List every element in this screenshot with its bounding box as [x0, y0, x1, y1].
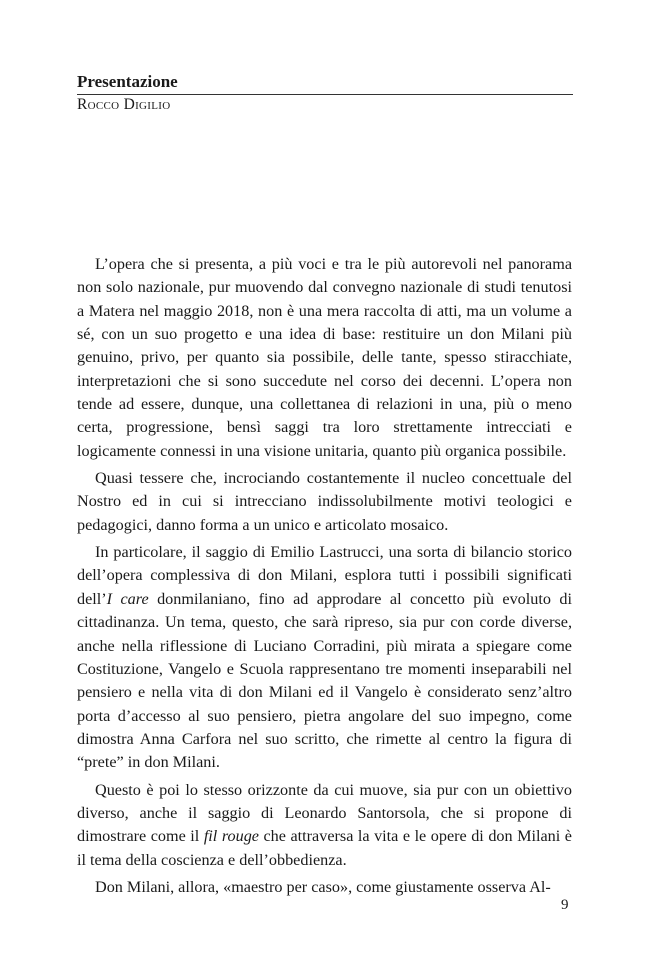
paragraph-text: che attraversa la vita e le opere di don Milani è il tema della coscienza e dell’obbedienza. [77, 827, 572, 869]
italic-text: fil rouge [203, 827, 259, 846]
body-text [77, 253, 572, 903]
paragraph [77, 779, 572, 872]
paragraph-text: L’opera che si presenta, a più voci e tra le più autorevoli nel panorama non solo nazionale, pur muovendo dal convegno nazionale di studi tenutosi a Matera nel maggio 2018, non è una mera raccolta di atti, ma un volume a sé, con un suo progetto e una idea di base: restituire un don Milani più genuino, privo, per quanto sia possibile, delle tante, spesso stiracchiate, interpretazioni che si sono succedute nel corso dei decenni. L’opera non tende ad essere, dunque, una collettanea di relazioni in una, più o meno certa, progressione, bensì saggi tra loro strettamente intrecciati e logicamente connessi in una visione unitaria, quanto più organica possibile. [77, 255, 572, 460]
paragraph-text: Questo è poi lo stesso orizzonte da cui muove, sia pur con un obiettivo diverso, anche il saggio di Leonardo Santorsola, che si propone di dimostrare come il [77, 780, 572, 846]
paragraph-text: Quasi tessere che, incrociando costantemente il nucleo concettuale del Nostro ed in cui si intrecciano indissolubilmente motivi teologici e pedagogici, danno forma a un unico e articolato mosaico. [77, 469, 572, 534]
chapter-title: Presentazione [77, 72, 178, 91]
paragraph [77, 467, 572, 537]
page-number: 9 [561, 897, 569, 913]
paragraph [77, 876, 572, 899]
paragraph-text: donmilaniano, fino ad approdare al concetto più evoluto di cittadinanza. Un tema, questo, che sarà ripreso, sia pur con corde diverse, anche nella riflessione di Luciano Corradini, più mirata a spiegare come Costituzione, Vangelo e Scuola rappresentano tre momenti inseparabili nel pensiero e nella vita di don Milani ed il Vangelo è considerato senz’altro porta d’accesso al suo pensiero, pietra angolare del suo impegno, come dimostra Anna Carfora nel suo scritto, che rimette al centro la figura di “prete” in don Milani. [77, 589, 572, 772]
paragraph-text: Don Milani, allora, «maestro per caso», come giustamente osserva Al- [95, 877, 551, 896]
italic-text: I care [106, 589, 149, 608]
paragraph [77, 541, 572, 774]
paragraph-text: In particolare, il saggio di Emilio Lastrucci, una sorta di bilancio storico dell’opera complessiva di don Milani, esplora tutti i possibili significati dell’ [77, 543, 572, 608]
paragraph [77, 253, 572, 463]
chapter-author: Rocco Digilio [77, 96, 171, 113]
